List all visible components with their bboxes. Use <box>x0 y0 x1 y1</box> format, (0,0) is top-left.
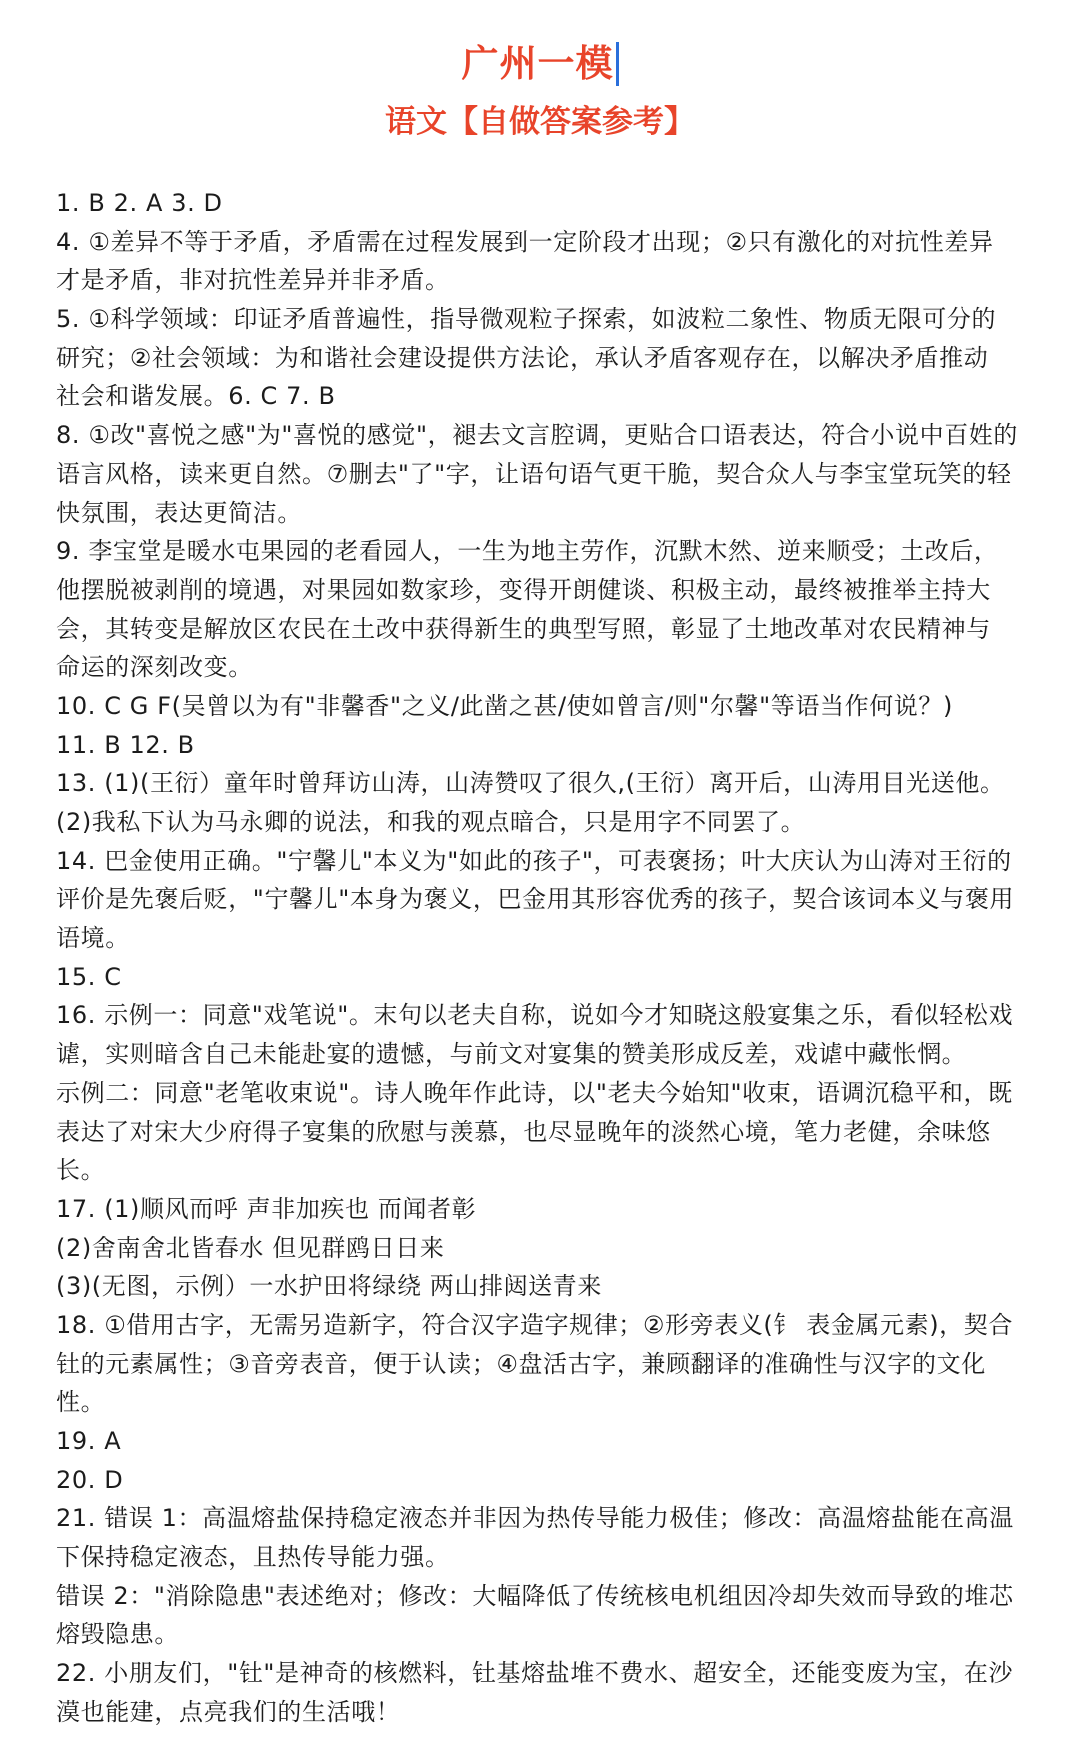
answer-line: 语言风格，读来更自然。⑦删去"了"字，让语句语气更干脆，契合众人与李宝堂玩笑的轻 <box>56 459 1012 488</box>
answer-line: 18. ①借用古字，无需另造新字，符合汉字造字规律；②形旁表义(钅 表金属元素)，契合 <box>56 1310 1013 1339</box>
document-subtitle: 语文【自做答案参考】 <box>385 104 695 140</box>
answer-line: 长。 <box>56 1156 106 1185</box>
document-header <box>0 40 1080 144</box>
answer-line: 示例二：同意"老笔收束说"。诗人晚年作此诗，以"老夫今始知"收束，语调沉稳平和，既 <box>56 1078 1013 1107</box>
answer-line: 14. 巴金使用正确。"宁馨儿"本义为"如此的孩子"，可表褒扬；叶大庆认为山涛对王衍的 <box>56 846 1012 875</box>
answer-line: 9. 李宝堂是暖水屯果园的老看园人，一生为地主劳作，沉默木然、逆来顺受；土改后， <box>56 537 999 566</box>
answer-line: 下保持稳定液态，且热传导能力强。 <box>56 1543 450 1572</box>
document-title-wrap <box>462 40 619 88</box>
answer-line: 语境。 <box>56 924 130 953</box>
answer-line: 5. ①科学领域：印证矛盾普遍性，指导微观粒子探索，如波粒二象性、物质无限可分的 <box>56 305 997 334</box>
answer-line: 表达了对宋大少府得子宴集的欣慰与羡慕，也尽显晚年的淡然心境，笔力老健，余味悠 <box>56 1117 991 1146</box>
answer-line: 1. B 2. A 3. D <box>56 189 223 217</box>
answer-line: (2)舍南舍北皆春水 但见群鸥日日来 <box>56 1233 445 1262</box>
answer-line: 钍的元素属性；③音旁表音，便于认读；④盘活古字，兼顾翻译的准确性与汉字的文化 <box>56 1349 986 1378</box>
answer-line: 17. (1)顺风而呼 声非加疾也 而闻者彰 <box>56 1194 477 1223</box>
answer-line: 21. 错误 1：高温熔盐保持稳定液态并非因为热传导能力极佳；修改：高温熔盐能在高温 <box>56 1504 1014 1533</box>
answer-line: 谑，实则暗含自己未能赴宴的遗憾，与前文对宴集的赞美形成反差，戏谑中藏怅惘。 <box>56 1040 967 1069</box>
answer-body <box>56 184 1026 1732</box>
answer-line: 11. B 12. B <box>56 730 195 759</box>
answer-line: 才是矛盾，非对抗性差异并非矛盾。 <box>56 266 450 295</box>
answer-line: 社会和谐发展。6. C 7. B <box>56 382 336 411</box>
answer-line: 20. D <box>56 1465 124 1494</box>
answer-line: 评价是先褒后贬，"宁馨儿"本身为褒义，巴金用其形容优秀的孩子，契合该词本义与褒用 <box>56 885 1015 914</box>
answer-line: 性。 <box>56 1388 106 1417</box>
answer-line: 会，其转变是解放区农民在土改中获得新生的典型写照，彰显了土地改革对农民精神与 <box>56 614 991 643</box>
answer-line: (2)我私下认为马永卿的说法，和我的观点暗合，只是用字不同罢了。 <box>56 808 806 836</box>
answer-line: 错误 2："消除隐患"表述绝对；修改：大幅降低了传统核电机组因冷却失效而导致的堆芯 <box>56 1581 1014 1610</box>
answer-line: 16. 示例一：同意"戏笔说"。末句以老夫自称，说如今才知晓这般宴集之乐，看似轻松戏 <box>56 1001 1014 1030</box>
answer-line: 10. C G F(吴曾以为有"非馨香"之义/此凿之甚/使如曾言/则"尔馨"等语当作何说？) <box>56 691 953 720</box>
answer-line: 13. (1)(王衍）童年时曾拜访山涛，山涛赞叹了很久,(王衍）离开后，山涛用目光送他。 <box>56 769 1005 798</box>
answer-line: 15. C <box>56 962 122 991</box>
answer-line: 19. A <box>56 1427 122 1455</box>
answer-line: 漠也能建，点亮我们的生活哦！ <box>56 1697 401 1726</box>
answer-line: 22. 小朋友们，"钍"是神奇的核燃料，钍基熔盐堆不费水、超安全，还能变废为宝，在沙 <box>56 1659 1014 1688</box>
answer-line: 8. ①改"喜悦之感"为"喜悦的感觉"，褪去文言腔调，更贴合口语表达，符合小说中百姓的 <box>56 421 1018 450</box>
text-cursor <box>616 42 619 86</box>
document-title: 广州一模 <box>461 42 614 85</box>
answer-line: (3)(无图，示例）一水护田将绿绕 两山排闼送青来 <box>56 1272 602 1301</box>
answer-line: 熔毁隐患。 <box>56 1620 179 1649</box>
answer-line: 研究；②社会领域：为和谐社会建设提供方法论，承认矛盾客观存在，以解决矛盾推动 <box>56 343 989 372</box>
answer-line: 4. ①差异不等于矛盾，矛盾需在过程发展到一定阶段才出现；②只有激化的对抗性差异 <box>56 227 994 256</box>
answer-line: 命运的深刻改变。 <box>56 653 253 682</box>
answer-line: 快氛围，表达更简洁。 <box>56 498 302 527</box>
answer-line: 他摆脱被剥削的境遇，对果园如数家珍，变得开朗健谈、积极主动，最终被推举主持大 <box>56 575 991 604</box>
